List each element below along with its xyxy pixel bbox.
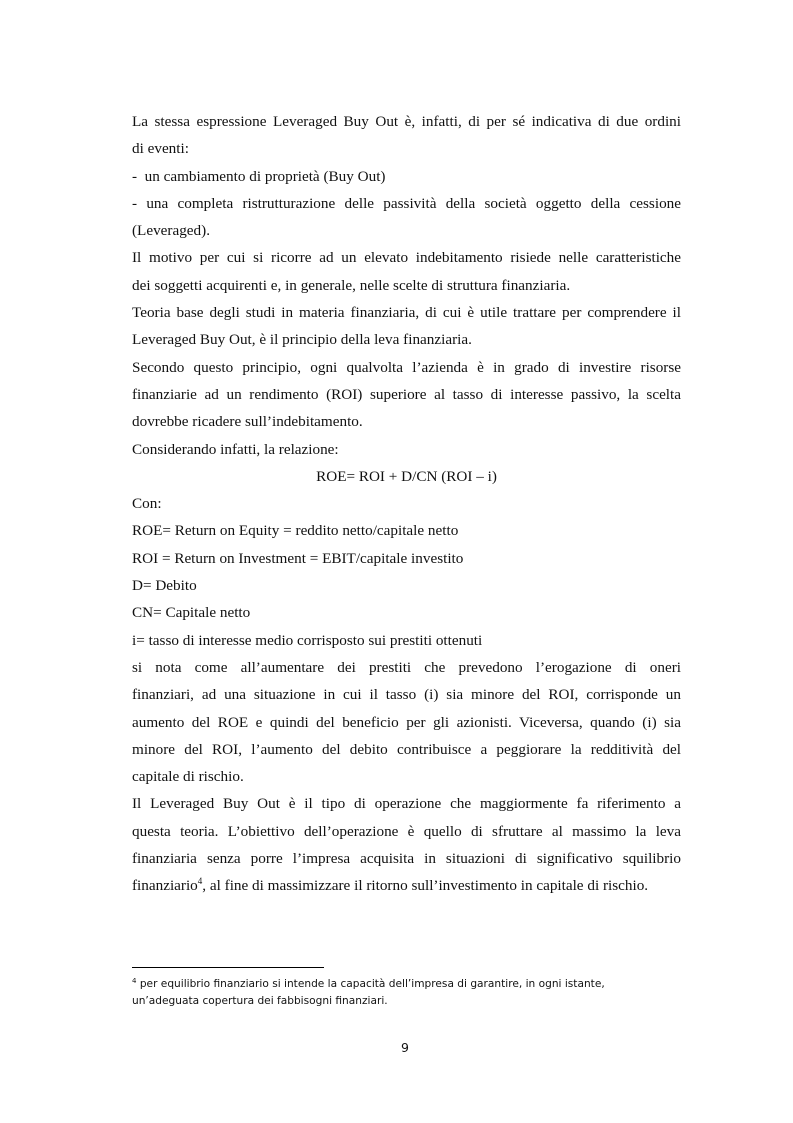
text-line-with-footnote-ref: [132, 872, 681, 899]
text-line: aumento del ROE e quindi del beneficio per gli azionisti. Viceversa, quando (i) sia: [132, 713, 681, 731]
text-line: dovrebbe ricadere sull’indebitamento.: [132, 413, 363, 431]
footnote-text: per equilibrio finanziario si intende la capacità dell’impresa di garantire, in ogni istante,: [136, 978, 605, 990]
text-line: di eventi:: [132, 140, 189, 158]
text-line: Con:: [132, 495, 162, 513]
definition-line: i= tasso di interesse medio corrisposto sui prestiti ottenuti: [132, 631, 483, 649]
text-fragment: , al fine di massimizzare il ritorno sull’investimento in capitale di rischio.: [202, 877, 649, 895]
list-item: - una completa ristrutturazione delle passività della società oggetto della cessione: [132, 194, 681, 212]
text-line: Considerando infatti, la relazione:: [132, 440, 339, 458]
text-line: finanziarie ad un rendimento (ROI) superiore al tasso di interesse passivo, la scelta: [132, 385, 681, 403]
definition-line: ROE= Return on Equity = reddito netto/capitale netto: [132, 522, 459, 540]
text-line: dei soggetti acquirenti e, in generale, nelle scelte di struttura finanziaria.: [132, 276, 571, 294]
text-line: Il Leveraged Buy Out è il tipo di operazione che maggiormente fa riferimento a: [132, 795, 681, 813]
formula: ROE= ROI + D/CN (ROI – i): [316, 467, 497, 485]
footnote: [132, 976, 681, 1010]
text-line: capitale di rischio.: [132, 768, 244, 786]
text-line: si nota come all’aumentare dei prestiti che prevedono l’erogazione di oneri: [132, 658, 681, 676]
list-item: - un cambiamento di proprietà (Buy Out): [132, 167, 386, 185]
definition-line: CN= Capitale netto: [132, 604, 251, 622]
footnote-reference[interactable]: 4: [197, 876, 203, 887]
text-line: Il motivo per cui si ricorre ad un elevato indebitamento risiede nelle caratteristiche: [132, 249, 681, 267]
footnote-line: un’adeguata copertura dei fabbisogni finanziari.: [132, 995, 388, 1007]
text-line: questa teoria. L’obiettivo dell’operazione è quello di sfruttare al massimo la leva: [132, 822, 681, 840]
definition-line: D= Debito: [132, 577, 197, 595]
document-body: [132, 108, 681, 900]
text-line: Leveraged Buy Out, è il principio della leva finanziaria.: [132, 331, 472, 349]
definition-line: ROI = Return on Investment = EBIT/capitale investito: [132, 549, 464, 567]
text-line: Secondo questo principio, ogni qualvolta l’azienda è in grado di investire risorse: [132, 358, 681, 376]
footnote-marker: 4: [132, 977, 137, 985]
text-fragment: finanziario: [132, 877, 198, 895]
text-line: (Leveraged).: [132, 222, 210, 240]
page-number: 9: [401, 1040, 409, 1055]
text-line: finanziari, ad una situazione in cui il tasso (i) sia minore del ROI, corrisponde un: [132, 686, 681, 704]
footnote-line: [132, 976, 681, 993]
text-line: finanziaria senza porre l’impresa acquisita in situazioni di significativo squilibrio: [132, 850, 681, 868]
text-line: minore del ROI, l’aumento del debito contribuisce a peggiorare la redditività del: [132, 740, 681, 758]
footnote-separator: [132, 967, 324, 968]
text-line: La stessa espressione Leveraged Buy Out è, infatti, di per sé indicativa di due ordini: [132, 113, 681, 130]
text-line: Teoria base degli studi in materia finanziaria, di cui è utile trattare per comprendere il: [132, 304, 681, 322]
